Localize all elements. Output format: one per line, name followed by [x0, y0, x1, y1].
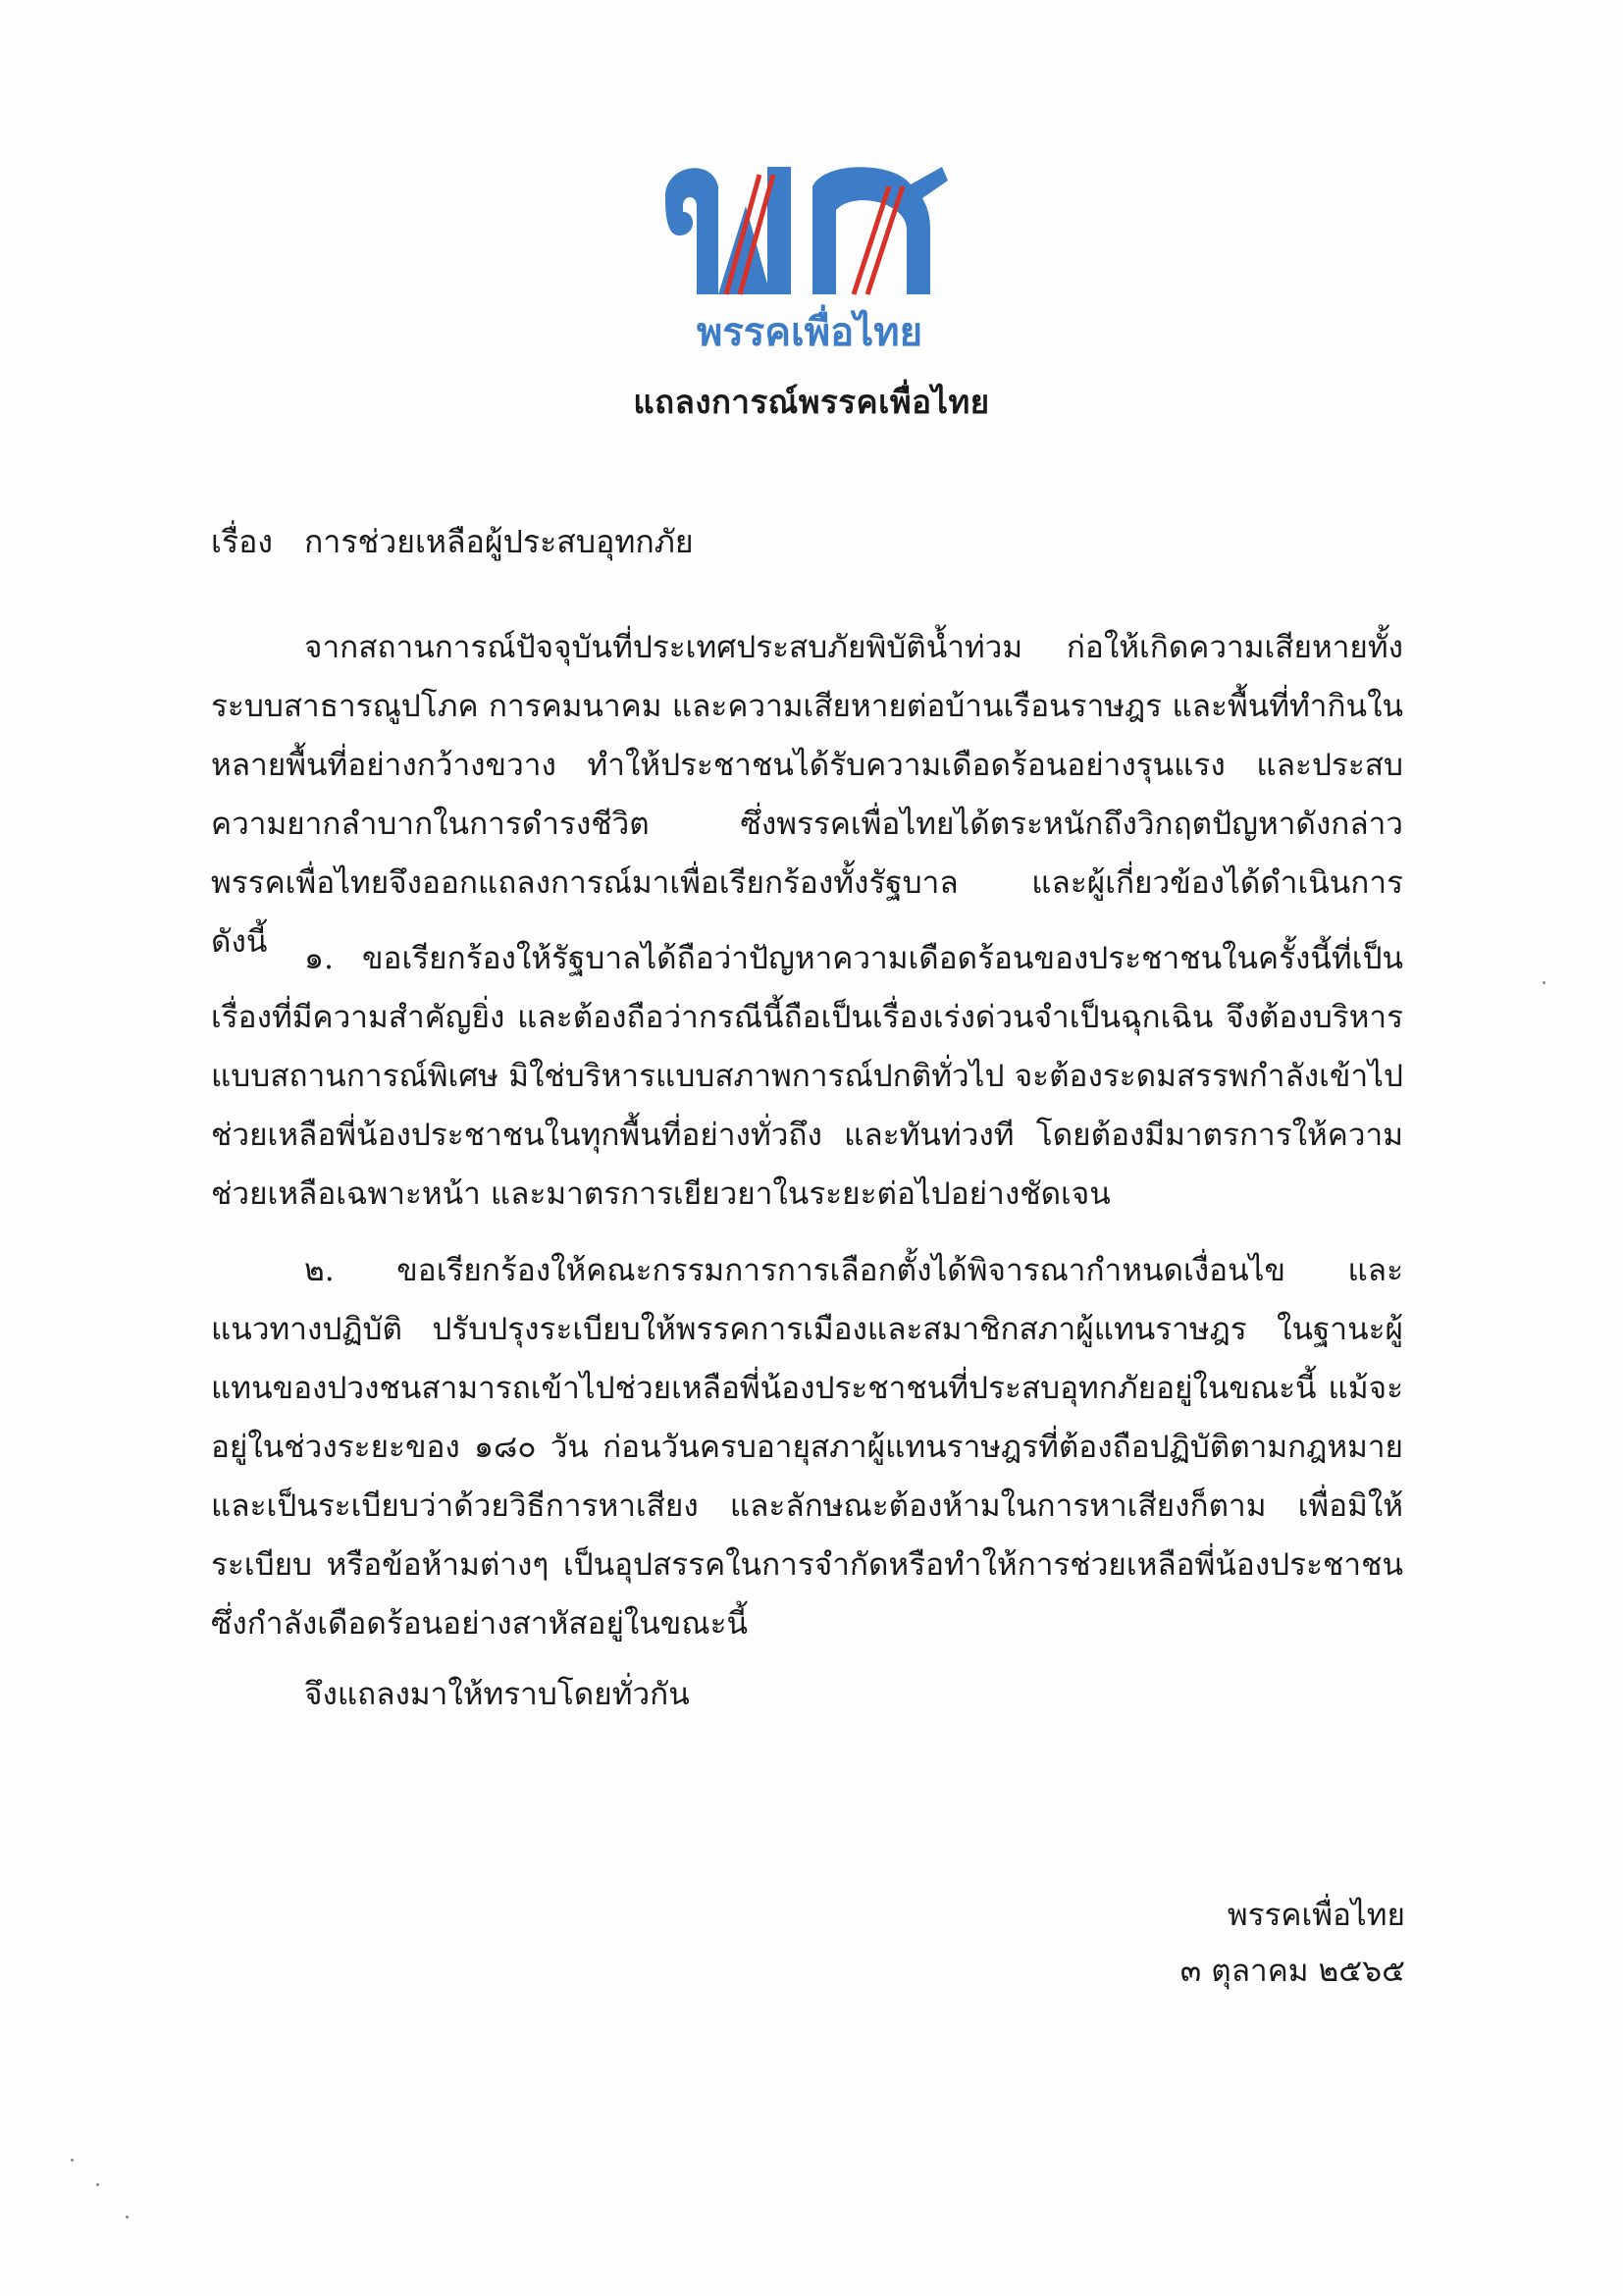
- subject-label: เรื่อง: [211, 523, 273, 560]
- logo-party-name: พรรคเพื่อไทย: [696, 310, 923, 355]
- scan-speck: [1543, 981, 1545, 984]
- body-paragraph-item-1: ๑. ขอเรียกร้องให้รัฐบาลได้ถือว่าปัญหาความเดือดร้อนของประชาชนในครั้งนี้ที่เป็นเรื่องที่มีความสำคัญยิ่ง และต้องถือว่ากรณีนี้ถือเป็นเรื่องเร่งด่วนจำเป็นฉุกเฉิน จึงต้องบริหารแบบสถานการณ์พิเศษ มิใช่บริหารแบบสภาพการณ์ปกติทั่วไป จะต้องระดมสรรพกำลังเข้าไปช่วยเหลือพี่น้องประชาชนในทุกพื้นที่อย่างทั่วถึง และทันท่วงที โดยต้องมีมาตรการให้ความช่วยเหลือเฉพาะหน้า และมาตรการเยียวยาในระยะต่อไปอย่างชัดเจน: [211, 941, 1403, 1212]
- party-logo-mark: [657, 147, 962, 358]
- subject-text: การช่วยเหลือผู้ประสบอุทกภัย: [304, 523, 694, 560]
- body-paragraph-item-2: ๒. ขอเรียกร้องให้คณะกรรมการการเลือกตั้งได้พิจารณากำหนดเงื่อนไข และแนวทางปฏิบัติ ปรับปรุงระเบียบให้พรรคการเมืองและสมาชิกสภาผู้แทนราษฎร ในฐานะผู้แทนของปวงชนสามารถเข้าไปช่วยเหลือพี่น้องประชาชนที่ประสบอุทกภัยอยู่ในขณะนี้ แม้จะอยู่ในช่วงระยะของ ๑๘๐ วัน ก่อนวันครบอายุสภาผู้แทนราษฎรที่ต้องถือปฏิบัติตามกฎหมาย และเป็นระเบียบว่าด้วยวิธีการหาเสียง และลักษณะต้องห้ามในการหาเสียงก็ตาม เพื่อมิให้ระเบียบ หรือข้อห้ามต่างๆ เป็นอุปสรรคในการจำกัดหรือทำให้การช่วยเหลือพี่น้องประชาชนซึ่งกำลังเดือดร้อนอย่างสาหัสอยู่ในขณะนี้: [211, 1253, 1403, 1642]
- body-paragraph-intro: จากสถานการณ์ปัจจุบันที่ประเทศประสบภัยพิบัติน้ำท่วม ก่อให้เกิดความเสียหายทั้งระบบสาธารณูปโภค การคมนาคม และความเสียหายต่อบ้านเรือนราษฎร และพื้นที่ทำกินในหลายพื้นที่อย่างกว้างขวาง ทำให้ประชาชนได้รับความเดือดร้อนอย่างรุนแรง และประสบความยากลำบากในการดำรงชีวิต ซึ่งพรรคเพื่อไทยได้ตระหนักถึงวิกฤตปัญหาดังกล่าว พรรคเพื่อไทยจึงออกแถลงการณ์มาเพื่อเรียกร้องทั้งรัฐบาล และผู้เกี่ยวข้องได้ดำเนินการ ดังนี้: [211, 630, 1403, 960]
- party-logo: [657, 147, 962, 358]
- scan-speck: [126, 2216, 129, 2218]
- scan-speck: [71, 2159, 74, 2162]
- scan-speck: [96, 2183, 99, 2186]
- signature-organization: พรรคเพื่อไทย: [1227, 1898, 1405, 1933]
- subject-line: [211, 520, 694, 563]
- document-title: แถลงการณ์พรรคเพื่อไทย: [633, 383, 990, 421]
- closing-statement: จึงแถลงมาให้ทราบโดยทั่วกัน: [304, 1677, 690, 1712]
- signature-date: ๓ ตุลาคม ๒๕๖๕: [1179, 1954, 1405, 1989]
